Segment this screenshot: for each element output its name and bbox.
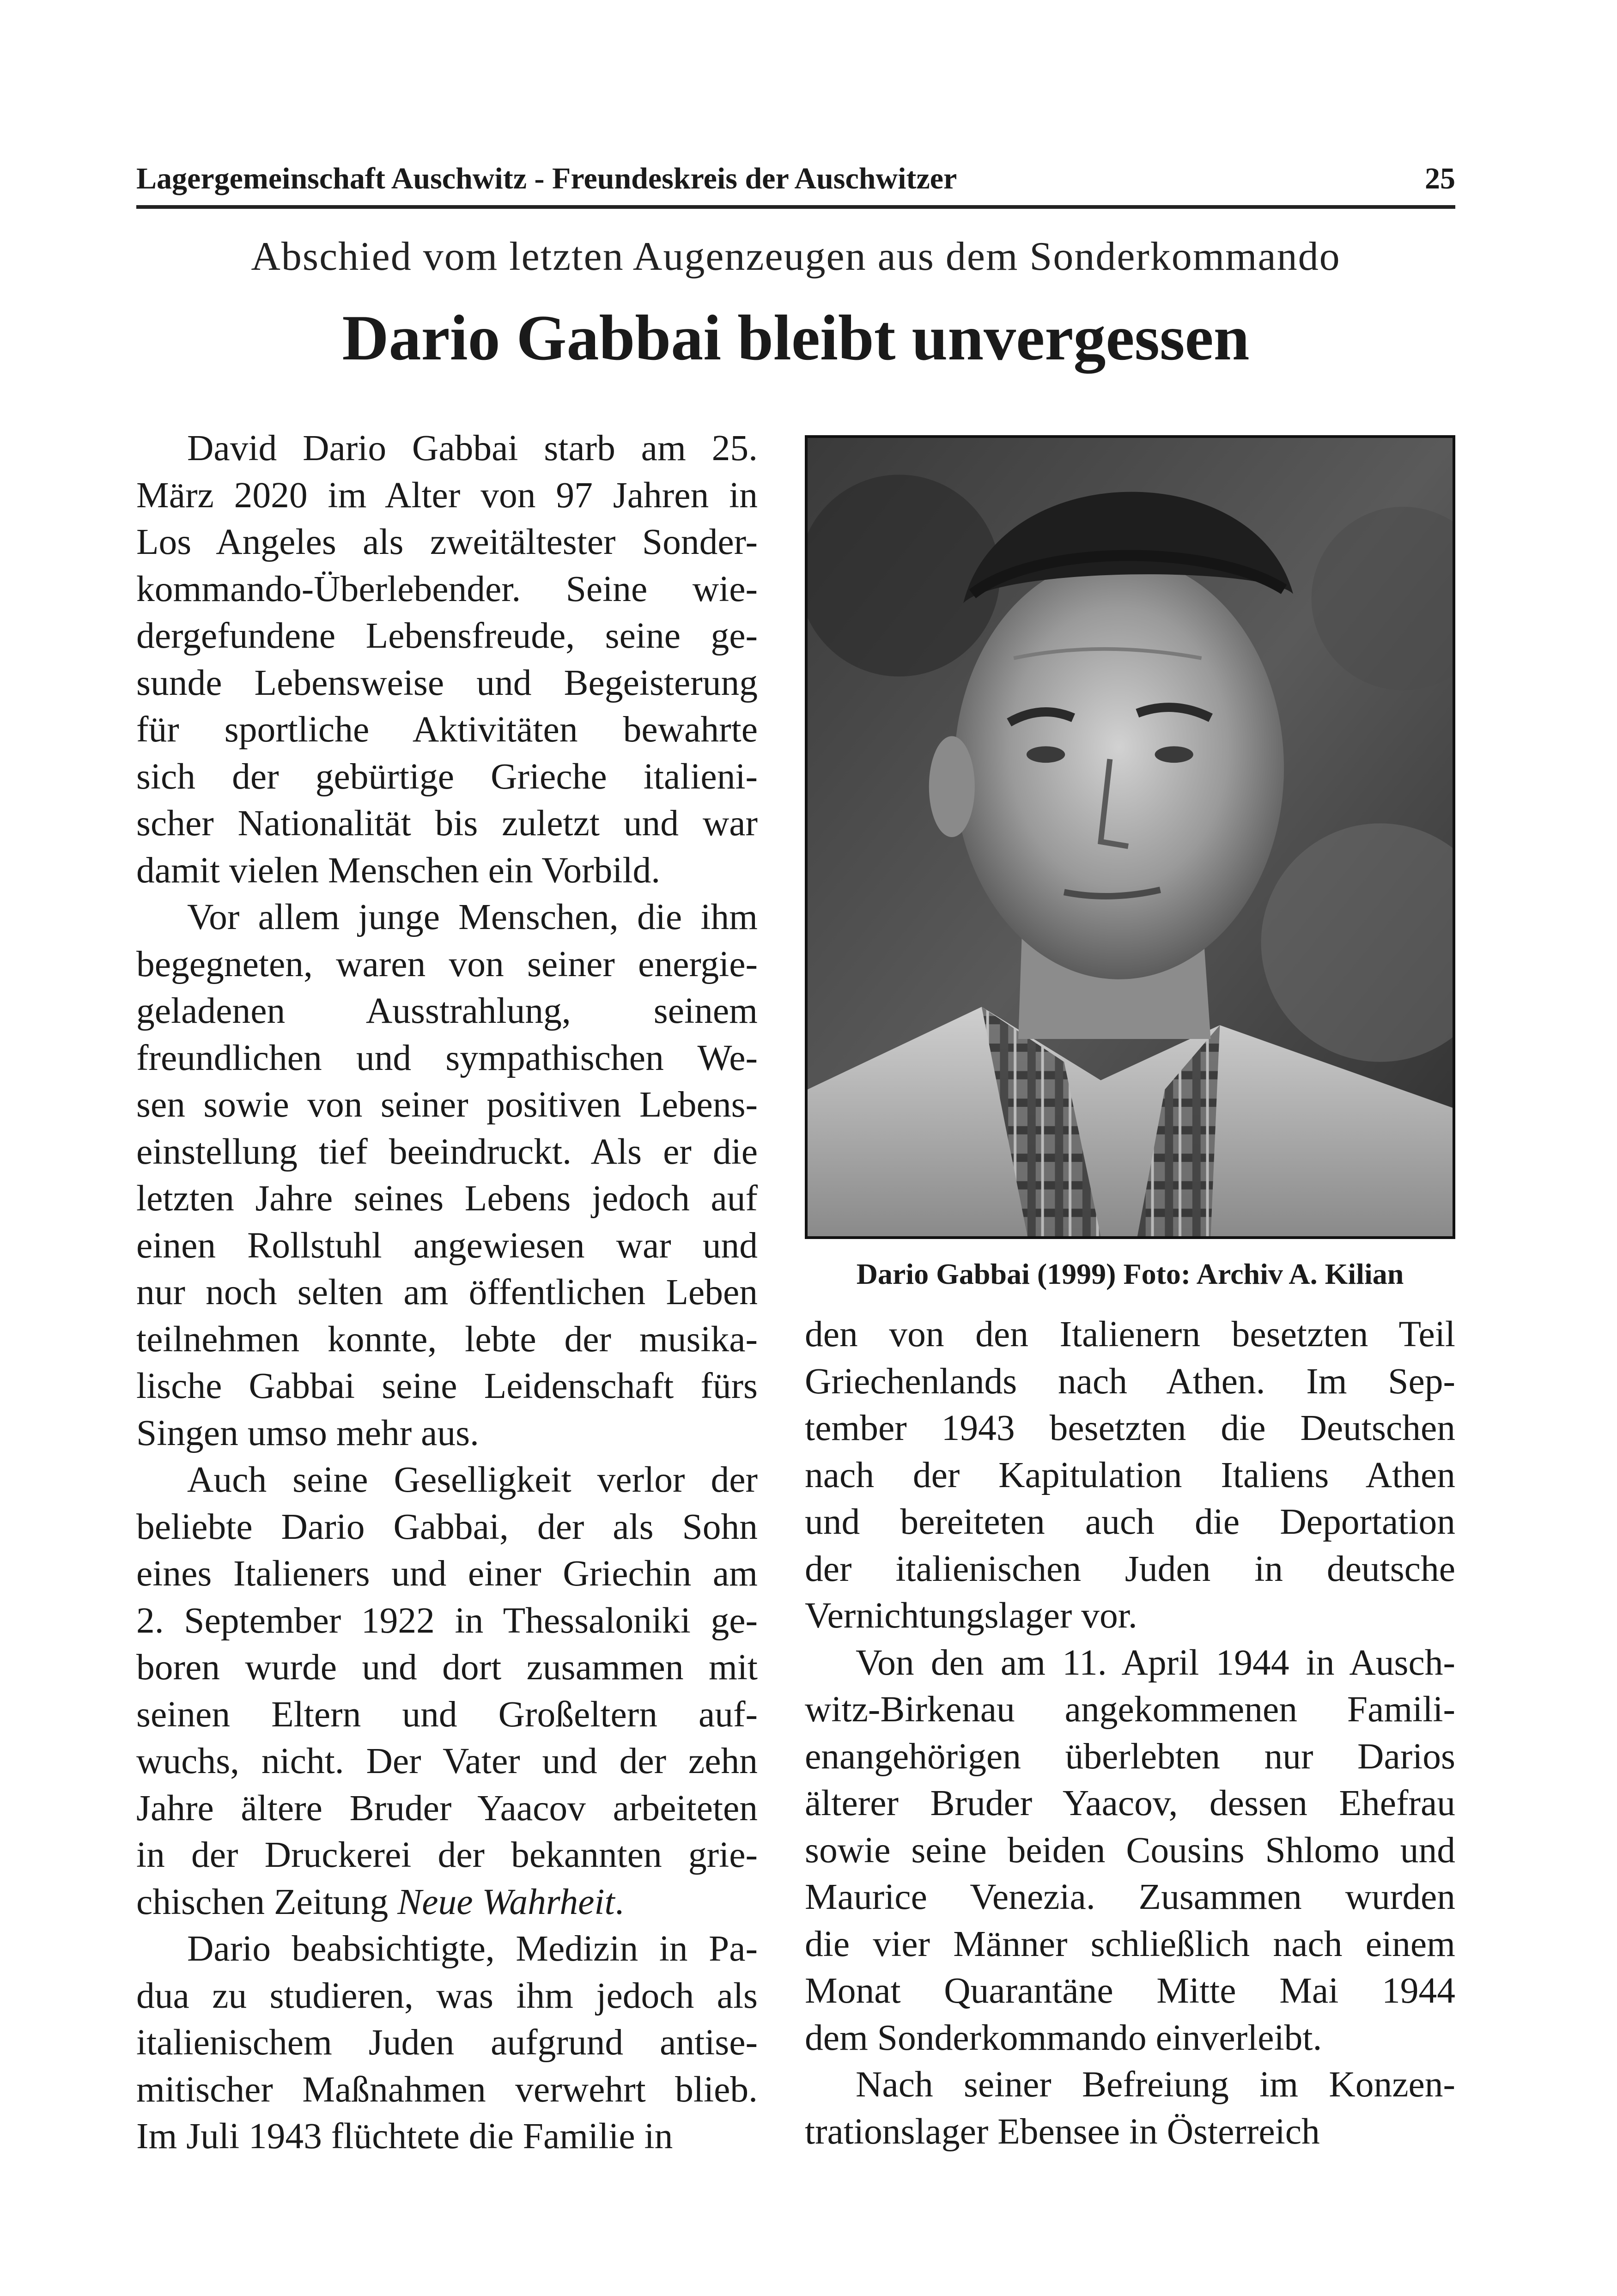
portrait-photo (805, 435, 1455, 1239)
text-line: Los Angeles als zweitältester Sonder- (136, 522, 758, 562)
text-line: beliebte Dario Gabbai, der als Sohn (136, 1506, 758, 1547)
text-line: dem Sonderkommando einverleibt. (805, 2017, 1322, 2058)
article-headline: Dario Gabbai bleibt unvergessen (342, 302, 1250, 374)
publication-name: Lagergemeinschaft Auschwitz - Freundeskreis der Auschwitzer (136, 162, 957, 195)
text-line: lische Gabbai seine Leidenschaft fürs (136, 1366, 758, 1406)
text-line: enangehörigen überlebten nur Darios (805, 1736, 1455, 1777)
text-line: älterer Bruder Yaacov, dessen Ehefrau (805, 1783, 1455, 1823)
text-line: seinen Eltern und Großeltern auf- (136, 1694, 758, 1735)
text-line: Dario beabsichtigte, Medizin in Pa- (187, 1928, 758, 1969)
portrait-photo-graphic (808, 438, 1453, 1236)
text-line: der italienischen Juden in deutsche (805, 1548, 1455, 1589)
paragraph (136, 894, 758, 1457)
text-line: Monat Quarantäne Mitte Mai 1944 (805, 1970, 1455, 2011)
newspaper-title: Neue Wahrheit (397, 1881, 615, 1922)
text-line: Auch seine Geselligkeit verlor der (187, 1459, 758, 1500)
left-text-column (136, 425, 758, 2160)
text-line: 2. September 1922 in Thessaloniki ge- (136, 1600, 758, 1641)
text-line: Vor allem junge Menschen, die ihm (187, 897, 758, 937)
article-kicker: Abschied vom letzten Augenzeugen aus dem Sonderkommando (251, 234, 1341, 279)
text-line: David Dario Gabbai starb am 25. (187, 428, 758, 468)
text-line: geladenen Ausstrahlung, seinem (136, 990, 758, 1031)
paragraph (805, 1311, 1455, 1640)
text-line: sunde Lebensweise und Begeisterung (136, 662, 758, 703)
text-line: nur noch selten am öffentlichen Leben (136, 1272, 758, 1312)
text-line: sich der gebürtige Grieche italieni- (136, 756, 758, 797)
text-line: dergefundene Lebensfreude, seine ge- (136, 615, 758, 656)
text-line: freundlichen und sympathischen We- (136, 1037, 758, 1078)
text-line: eines Italieners und einer Griechin am (136, 1553, 758, 1594)
text-line: dua zu studieren, was ihm jedoch als (136, 1975, 758, 2016)
text-line: Vernichtungslager vor. (805, 1595, 1137, 1636)
text-line: Nach seiner Befreiung im Konzen- (856, 2064, 1455, 2105)
paragraph (136, 425, 758, 894)
running-header (136, 163, 1455, 209)
text-line: einen Rollstuhl angewiesen war und (136, 1225, 758, 1266)
paragraph (805, 2061, 1455, 2155)
photo-caption: Dario Gabbai (1999) Foto: Archiv A. Kilian (856, 1257, 1404, 1290)
text-line: und bereiteten auch die Deportation (805, 1501, 1455, 1542)
text-line: tember 1943 besetzten die Deutschen (805, 1408, 1455, 1448)
text-line: scher Nationalität bis zuletzt und war (136, 803, 758, 844)
text-line: die vier Männer schließlich nach einem (805, 1923, 1455, 1964)
text-line: boren wurde und dort zusammen mit (136, 1647, 758, 1688)
text-line: teilnehmen konnte, lebte der musika- (136, 1318, 758, 1360)
text-line: damit vielen Menschen ein Vorbild. (136, 850, 661, 891)
paragraph (805, 1640, 1455, 2062)
text-line: witz-Birkenau angekommenen Famili- (805, 1689, 1455, 1730)
text-line: letzten Jahre seines Lebens jedoch auf (136, 1178, 758, 1219)
text-line: den von den Italienern besetzten Teil (805, 1314, 1455, 1355)
text-line: mitischer Maßnahmen verwehrt blieb. (136, 2069, 758, 2110)
text-line: Jahre ältere Bruder Yaacov arbeiteten (136, 1787, 758, 1828)
text-line: März 2020 im Alter von 97 Jahren in (136, 474, 758, 516)
text-line: sowie seine beiden Cousins Shlomo und (805, 1829, 1455, 1871)
text-line: chischen Zeitung Neue Wahrheit. (136, 1881, 624, 1922)
page-number: 25 (1425, 162, 1455, 195)
text-line: Singen umso mehr aus. (136, 1412, 479, 1453)
paragraph (136, 1925, 758, 2160)
text-line: Maurice Venezia. Zusammen wurden (805, 1877, 1455, 1917)
text-line: begegneten, waren von seiner energie- (136, 943, 758, 984)
text-line: in der Druckerei der bekannten grie- (136, 1834, 758, 1875)
paragraph (136, 1457, 758, 1925)
text-line: Griechenlands nach Athen. Im Sep- (805, 1361, 1455, 1402)
text-line: Von den am 11. April 1944 in Ausch- (856, 1642, 1455, 1683)
text-line: nach der Kapitulation Italiens Athen (805, 1454, 1455, 1495)
text-line: für sportliche Aktivitäten bewahrte (136, 709, 758, 750)
text-line: kommando-Überlebender. Seine wie- (136, 568, 758, 609)
text-line: Im Juli 1943 flüchtete die Familie in (136, 2116, 673, 2156)
text-line: trationslager Ebensee in Österreich (805, 2111, 1320, 2152)
text-line: wuchs, nicht. Der Vater und der zehn (136, 1741, 758, 1781)
text-line: einstellung tief beeindruckt. Als er die (136, 1131, 758, 1172)
right-text-column (805, 1311, 1455, 2155)
text-line: sen sowie von seiner positiven Lebens- (136, 1084, 758, 1125)
text-line: italienischem Juden aufgrund antise- (136, 2022, 758, 2063)
